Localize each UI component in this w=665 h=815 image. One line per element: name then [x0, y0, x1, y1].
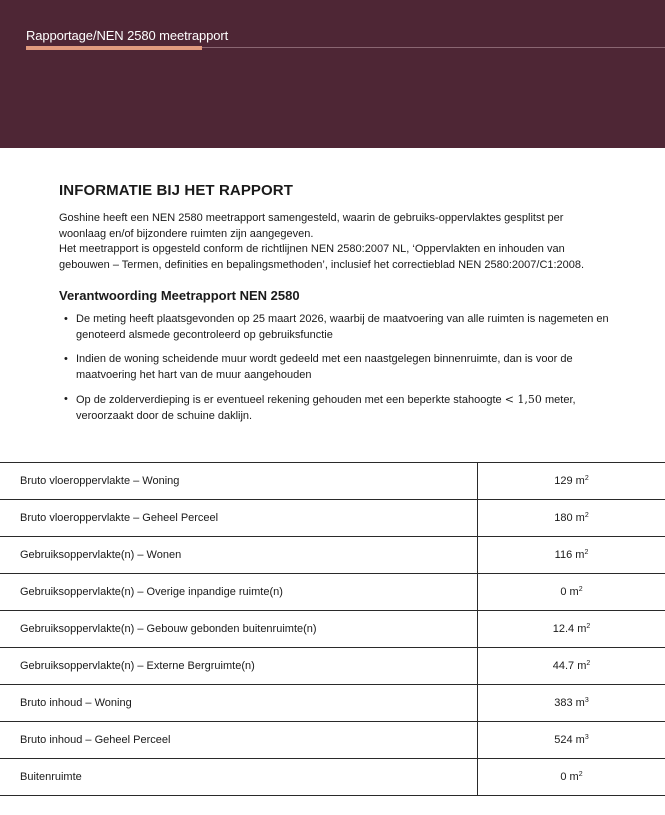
row-value: 383 $m^3$ — [478, 685, 665, 722]
header-divider-line — [202, 47, 665, 48]
stahoogte-value: < 1,50 — [504, 393, 542, 406]
list-item — [59, 392, 609, 424]
list-item — [59, 352, 609, 383]
bullet-text: Indien de woning scheidende muur wordt gedeeld met een naastgelegen binnenruimte, dan is voor de maatvoering het hart van de muur aangehouden — [76, 353, 573, 381]
info-paragraph-2: Het meetrapport is opgesteld conform de richtlijnen NEN 2580:2007 NL, ‘Oppervlakten en inhouden van gebouwen – Termen, definities en bepalingsmethoden’, inclusief het correctieblad NEN 2580:2007/C1:2008. — [59, 243, 585, 271]
list-item — [59, 312, 609, 343]
info-heading: INFORMATIE BIJ HET RAPPORT — [59, 182, 293, 199]
row-label: Gebruiksoppervlakte(n) – Gebouw gebonden buitenruimte(n) — [0, 611, 478, 648]
row-label: Bruto vloeroppervlakte – Woning — [0, 463, 478, 500]
row-label: Gebruiksoppervlakte(n) – Wonen — [0, 537, 478, 574]
bullet-icon: • — [64, 313, 68, 325]
row-label: Gebruiksoppervlakte(n) – Externe Bergruimte(n) — [0, 648, 478, 685]
title-accent-underline — [26, 46, 202, 50]
info-section — [59, 182, 609, 433]
table-row — [0, 463, 665, 500]
verantwoording-list — [59, 312, 609, 424]
bullet-icon: • — [64, 393, 68, 405]
row-value: 116 $m^2$ — [478, 537, 665, 574]
row-value: 129 $m^2$ — [478, 463, 665, 500]
table-row — [0, 611, 665, 648]
bullet-text-tail: meter, veroorzaakt door de schuine daklijn. — [76, 394, 576, 422]
verantwoording-heading: Verantwoording Meetrapport NEN 2580 — [59, 288, 300, 303]
row-value: 44.7 $m^2$ — [478, 648, 665, 685]
row-label: Gebruiksoppervlakte(n) – Overige inpandige ruimte(n) — [0, 574, 478, 611]
table-row — [0, 759, 665, 796]
table-row — [0, 648, 665, 685]
bullet-text: De meting heeft plaatsgevonden op 25 maart 2026, waarbij de maatvoering van alle ruimten is nagemeten en genoteerd alsmede gecontroleerd op gebruiksfunctie — [76, 313, 609, 341]
row-value: 12.4 $m^2$ — [478, 611, 665, 648]
table-row — [0, 500, 665, 537]
table-row — [0, 574, 665, 611]
row-label: Buitenruimte — [0, 759, 478, 796]
info-paragraph-1: Goshine heeft een NEN 2580 meetrapport samengesteld, waarin de gebruiks-oppervlaktes gesplitst per woonlaag en/of bijzondere ruimten zijn aangegeven. — [59, 212, 564, 240]
document-title: Rapportage/NEN 2580 meetrapport — [26, 28, 229, 43]
bullet-icon: • — [64, 353, 68, 365]
row-value: 180 $m^2$ — [478, 500, 665, 537]
table-row — [0, 537, 665, 574]
row-label: Bruto inhoud – Woning — [0, 685, 478, 722]
row-value: 0 $m^2$ — [478, 574, 665, 611]
header-band — [0, 0, 665, 148]
bullet-text: Op de zolderverdieping is er eventueel rekening gehouden met een beperkte stahoogte — [76, 394, 502, 406]
row-value: 0 $m^2$ — [478, 759, 665, 796]
row-label: Bruto inhoud – Geheel Perceel — [0, 722, 478, 759]
table-row — [0, 722, 665, 759]
measurement-table — [0, 462, 665, 796]
row-label: Bruto vloeroppervlakte – Geheel Perceel — [0, 500, 478, 537]
table-row — [0, 685, 665, 722]
row-value: 524 $m^3$ — [478, 722, 665, 759]
